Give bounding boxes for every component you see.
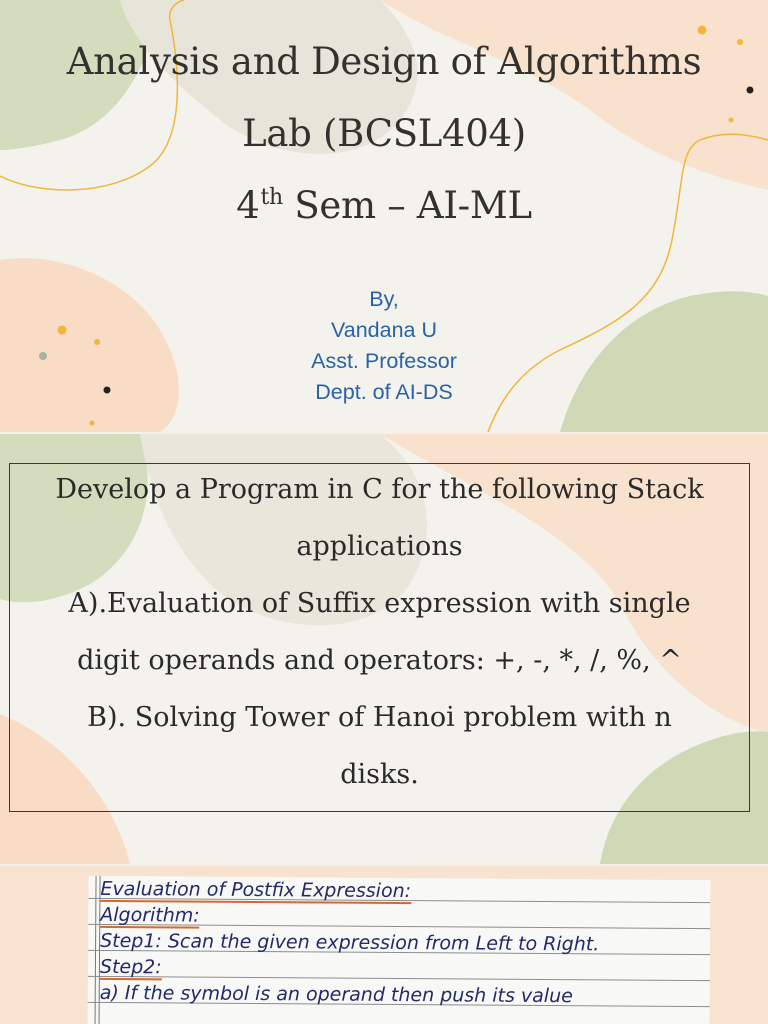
- statement-line: digit operands and operators: +, -, *, /, %, ^: [77, 645, 682, 676]
- note-step-2a: a) If the symbol is an operand then push its value: [99, 981, 573, 1008]
- note-algorithm: Algorithm:: [100, 903, 200, 927]
- author-role: Asst. Professor: [311, 349, 457, 373]
- byline-by: By,: [369, 287, 399, 311]
- note-heading: Evaluation of Postfix Expression:: [100, 877, 412, 903]
- semester-suffix: th: [260, 185, 283, 210]
- statement-line: A).Evaluation of Suffix expression with single: [68, 588, 691, 619]
- author-name: Vandana U: [331, 318, 437, 342]
- author-dept: Dept. of AI-DS: [315, 380, 453, 404]
- note-step-2: Step2:: [99, 955, 162, 979]
- semester-number: 4: [236, 184, 260, 227]
- notebook-photo: [87, 876, 710, 1024]
- statement-line: applications: [296, 531, 463, 562]
- statement-line: B). Solving Tower of Hanoi problem with n: [87, 702, 672, 733]
- semester-text: Sem – AI-ML: [282, 184, 532, 227]
- note-step-1: Step1: Scan the given expression from Left to Right.: [100, 929, 600, 956]
- problem-statement-box: [9, 463, 750, 812]
- title-line-1: Analysis and Design of Algorithms: [66, 40, 702, 83]
- semester-line: [0, 184, 768, 227]
- byline: [0, 284, 768, 408]
- notes-slide: [0, 866, 768, 1024]
- title-slide: [0, 0, 768, 432]
- problem-slide: [0, 434, 768, 864]
- statement-line: Develop a Program in C for the following Stack: [55, 474, 704, 505]
- title-line-2: Lab (BCSL404): [242, 112, 526, 155]
- statement-line: disks.: [340, 759, 419, 790]
